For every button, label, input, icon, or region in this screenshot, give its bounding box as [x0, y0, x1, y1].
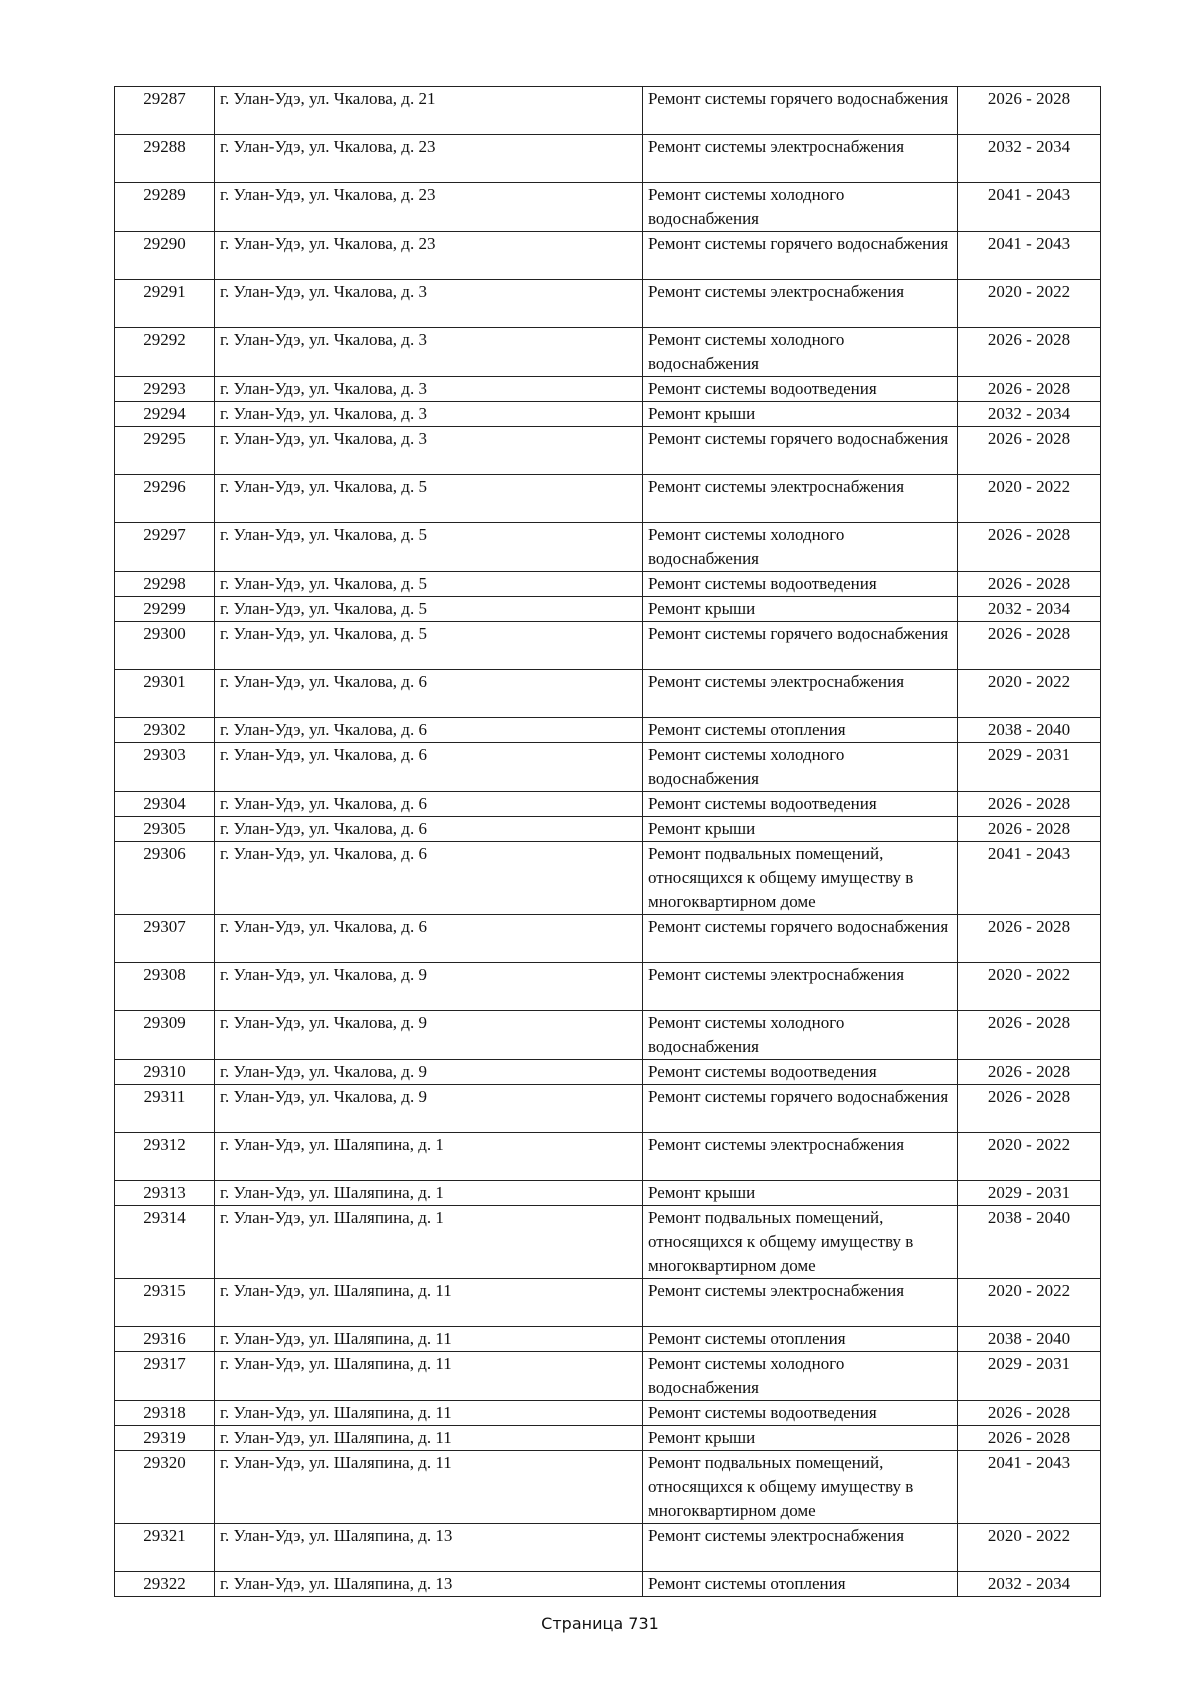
table-row [115, 183, 1101, 232]
work-type-cell: Ремонт системы отопления [643, 718, 958, 743]
period-cell: 2026 - 2028 [958, 1060, 1101, 1085]
work-type-cell: Ремонт крыши [643, 597, 958, 622]
work-type-cell: Ремонт системы электроснабжения [643, 1524, 958, 1572]
address-cell: г. Улан-Удэ, ул. Шаляпина, д. 11 [215, 1279, 643, 1327]
table-row [115, 915, 1101, 963]
table-row [115, 842, 1101, 915]
work-type-cell: Ремонт крыши [643, 1426, 958, 1451]
work-type-cell: Ремонт системы отопления [643, 1327, 958, 1352]
period-cell: 2026 - 2028 [958, 87, 1101, 135]
address-cell: г. Улан-Удэ, ул. Чкалова, д. 3 [215, 402, 643, 427]
row-number-cell: 29294 [115, 402, 215, 427]
period-cell: 2020 - 2022 [958, 963, 1101, 1011]
period-cell: 2026 - 2028 [958, 377, 1101, 402]
period-cell: 2020 - 2022 [958, 1524, 1101, 1572]
address-cell: г. Улан-Удэ, ул. Шаляпина, д. 13 [215, 1524, 643, 1572]
row-number-cell: 29301 [115, 670, 215, 718]
table-row [115, 597, 1101, 622]
table-row [115, 1279, 1101, 1327]
address-cell: г. Улан-Удэ, ул. Чкалова, д. 9 [215, 963, 643, 1011]
work-type-cell: Ремонт системы электроснабжения [643, 1133, 958, 1181]
period-cell: 2032 - 2034 [958, 1572, 1101, 1597]
period-cell: 2029 - 2031 [958, 1181, 1101, 1206]
table-row [115, 1451, 1101, 1524]
row-number-cell: 29313 [115, 1181, 215, 1206]
row-number-cell: 29287 [115, 87, 215, 135]
table-row [115, 402, 1101, 427]
table-row [115, 718, 1101, 743]
row-number-cell: 29315 [115, 1279, 215, 1327]
row-number-cell: 29309 [115, 1011, 215, 1060]
address-cell: г. Улан-Удэ, ул. Чкалова, д. 23 [215, 135, 643, 183]
row-number-cell: 29288 [115, 135, 215, 183]
address-cell: г. Улан-Удэ, ул. Чкалова, д. 3 [215, 427, 643, 475]
row-number-cell: 29296 [115, 475, 215, 523]
address-cell: г. Улан-Удэ, ул. Чкалова, д. 23 [215, 232, 643, 280]
table-row [115, 1085, 1101, 1133]
address-cell: г. Улан-Удэ, ул. Чкалова, д. 3 [215, 280, 643, 328]
address-cell: г. Улан-Удэ, ул. Шаляпина, д. 1 [215, 1133, 643, 1181]
address-cell: г. Улан-Удэ, ул. Шаляпина, д. 11 [215, 1401, 643, 1426]
row-number-cell: 29321 [115, 1524, 215, 1572]
table-row [115, 1206, 1101, 1279]
row-number-cell: 29307 [115, 915, 215, 963]
address-cell: г. Улан-Удэ, ул. Шаляпина, д. 1 [215, 1206, 643, 1279]
period-cell: 2041 - 2043 [958, 232, 1101, 280]
work-type-cell: Ремонт подвальных помещений, относящихся к общему имуществу в многоквартирном доме [643, 1206, 958, 1279]
work-type-cell: Ремонт системы водоотведения [643, 572, 958, 597]
row-number-cell: 29316 [115, 1327, 215, 1352]
work-type-cell: Ремонт системы водоотведения [643, 792, 958, 817]
row-number-cell: 29298 [115, 572, 215, 597]
period-cell: 2026 - 2028 [958, 1011, 1101, 1060]
work-type-cell: Ремонт системы водоотведения [643, 1401, 958, 1426]
table-row [115, 87, 1101, 135]
address-cell: г. Улан-Удэ, ул. Чкалова, д. 5 [215, 622, 643, 670]
work-type-cell: Ремонт подвальных помещений, относящихся к общему имуществу в многоквартирном доме [643, 842, 958, 915]
address-cell: г. Улан-Удэ, ул. Чкалова, д. 6 [215, 915, 643, 963]
period-cell: 2026 - 2028 [958, 1401, 1101, 1426]
work-type-cell: Ремонт системы водоотведения [643, 377, 958, 402]
period-cell: 2041 - 2043 [958, 842, 1101, 915]
period-cell: 2020 - 2022 [958, 1133, 1101, 1181]
table-row [115, 572, 1101, 597]
period-cell: 2026 - 2028 [958, 1085, 1101, 1133]
address-cell: г. Улан-Удэ, ул. Чкалова, д. 3 [215, 328, 643, 377]
table-row [115, 1327, 1101, 1352]
address-cell: г. Улан-Удэ, ул. Чкалова, д. 6 [215, 743, 643, 792]
address-cell: г. Улан-Удэ, ул. Чкалова, д. 3 [215, 377, 643, 402]
address-cell: г. Улан-Удэ, ул. Шаляпина, д. 11 [215, 1451, 643, 1524]
table-row [115, 670, 1101, 718]
row-number-cell: 29292 [115, 328, 215, 377]
address-cell: г. Улан-Удэ, ул. Чкалова, д. 9 [215, 1085, 643, 1133]
period-cell: 2020 - 2022 [958, 475, 1101, 523]
table-row [115, 792, 1101, 817]
work-type-cell: Ремонт системы электроснабжения [643, 670, 958, 718]
work-type-cell: Ремонт системы холодного водоснабжения [643, 523, 958, 572]
row-number-cell: 29300 [115, 622, 215, 670]
table-row [115, 1524, 1101, 1572]
address-cell: г. Улан-Удэ, ул. Чкалова, д. 6 [215, 792, 643, 817]
period-cell: 2041 - 2043 [958, 183, 1101, 232]
work-type-cell: Ремонт системы горячего водоснабжения [643, 915, 958, 963]
address-cell: г. Улан-Удэ, ул. Чкалова, д. 5 [215, 597, 643, 622]
work-type-cell: Ремонт системы электроснабжения [643, 280, 958, 328]
work-type-cell: Ремонт системы горячего водоснабжения [643, 1085, 958, 1133]
table-row [115, 622, 1101, 670]
address-cell: г. Улан-Удэ, ул. Чкалова, д. 9 [215, 1060, 643, 1085]
page-number: Страница 731 [541, 1614, 659, 1633]
address-cell: г. Улан-Удэ, ул. Чкалова, д. 6 [215, 718, 643, 743]
row-number-cell: 29291 [115, 280, 215, 328]
row-number-cell: 29305 [115, 817, 215, 842]
period-cell: 2026 - 2028 [958, 572, 1101, 597]
row-number-cell: 29297 [115, 523, 215, 572]
row-number-cell: 29302 [115, 718, 215, 743]
period-cell: 2020 - 2022 [958, 1279, 1101, 1327]
table-row [115, 1352, 1101, 1401]
period-cell: 2032 - 2034 [958, 402, 1101, 427]
table-row [115, 377, 1101, 402]
work-type-cell: Ремонт системы холодного водоснабжения [643, 183, 958, 232]
table-row [115, 1011, 1101, 1060]
period-cell: 2026 - 2028 [958, 622, 1101, 670]
work-type-cell: Ремонт системы холодного водоснабжения [643, 743, 958, 792]
work-type-cell: Ремонт системы горячего водоснабжения [643, 622, 958, 670]
period-cell: 2026 - 2028 [958, 1426, 1101, 1451]
row-number-cell: 29322 [115, 1572, 215, 1597]
row-number-cell: 29290 [115, 232, 215, 280]
row-number-cell: 29312 [115, 1133, 215, 1181]
address-cell: г. Улан-Удэ, ул. Шаляпина, д. 11 [215, 1426, 643, 1451]
period-cell: 2041 - 2043 [958, 1451, 1101, 1524]
address-cell: г. Улан-Удэ, ул. Шаляпина, д. 13 [215, 1572, 643, 1597]
period-cell: 2038 - 2040 [958, 1206, 1101, 1279]
period-cell: 2026 - 2028 [958, 523, 1101, 572]
row-number-cell: 29311 [115, 1085, 215, 1133]
table-row [115, 427, 1101, 475]
table-row [115, 1426, 1101, 1451]
period-cell: 2026 - 2028 [958, 328, 1101, 377]
row-number-cell: 29304 [115, 792, 215, 817]
work-type-cell: Ремонт системы холодного водоснабжения [643, 328, 958, 377]
period-cell: 2026 - 2028 [958, 427, 1101, 475]
repair-schedule-table [114, 86, 1101, 1597]
address-cell: г. Улан-Удэ, ул. Чкалова, д. 5 [215, 572, 643, 597]
table-row [115, 475, 1101, 523]
row-number-cell: 29295 [115, 427, 215, 475]
table-row [115, 1401, 1101, 1426]
row-number-cell: 29317 [115, 1352, 215, 1401]
row-number-cell: 29306 [115, 842, 215, 915]
table-row [115, 328, 1101, 377]
table-row [115, 523, 1101, 572]
table-row [115, 743, 1101, 792]
work-type-cell: Ремонт подвальных помещений, относящихся к общему имуществу в многоквартирном доме [643, 1451, 958, 1524]
period-cell: 2032 - 2034 [958, 597, 1101, 622]
row-number-cell: 29314 [115, 1206, 215, 1279]
work-type-cell: Ремонт системы водоотведения [643, 1060, 958, 1085]
table-row [115, 1133, 1101, 1181]
table-row [115, 1181, 1101, 1206]
period-cell: 2032 - 2034 [958, 135, 1101, 183]
row-number-cell: 29289 [115, 183, 215, 232]
table-row [115, 135, 1101, 183]
work-type-cell: Ремонт системы горячего водоснабжения [643, 427, 958, 475]
period-cell: 2029 - 2031 [958, 1352, 1101, 1401]
period-cell: 2026 - 2028 [958, 817, 1101, 842]
row-number-cell: 29293 [115, 377, 215, 402]
work-type-cell: Ремонт системы отопления [643, 1572, 958, 1597]
table-row [115, 1572, 1101, 1597]
table-row [115, 1060, 1101, 1085]
row-number-cell: 29308 [115, 963, 215, 1011]
address-cell: г. Улан-Удэ, ул. Шаляпина, д. 1 [215, 1181, 643, 1206]
table-row [115, 280, 1101, 328]
address-cell: г. Улан-Удэ, ул. Чкалова, д. 6 [215, 842, 643, 915]
work-type-cell: Ремонт системы горячего водоснабжения [643, 87, 958, 135]
work-type-cell: Ремонт крыши [643, 817, 958, 842]
period-cell: 2026 - 2028 [958, 915, 1101, 963]
address-cell: г. Улан-Удэ, ул. Шаляпина, д. 11 [215, 1352, 643, 1401]
address-cell: г. Улан-Удэ, ул. Чкалова, д. 6 [215, 670, 643, 718]
address-cell: г. Улан-Удэ, ул. Шаляпина, д. 11 [215, 1327, 643, 1352]
work-type-cell: Ремонт системы горячего водоснабжения [643, 232, 958, 280]
work-type-cell: Ремонт системы электроснабжения [643, 963, 958, 1011]
row-number-cell: 29299 [115, 597, 215, 622]
row-number-cell: 29303 [115, 743, 215, 792]
period-cell: 2020 - 2022 [958, 670, 1101, 718]
row-number-cell: 29318 [115, 1401, 215, 1426]
row-number-cell: 29320 [115, 1451, 215, 1524]
address-cell: г. Улан-Удэ, ул. Чкалова, д. 23 [215, 183, 643, 232]
table-row [115, 963, 1101, 1011]
work-type-cell: Ремонт крыши [643, 402, 958, 427]
table-row [115, 232, 1101, 280]
period-cell: 2026 - 2028 [958, 792, 1101, 817]
period-cell: 2038 - 2040 [958, 1327, 1101, 1352]
period-cell: 2038 - 2040 [958, 718, 1101, 743]
work-type-cell: Ремонт системы электроснабжения [643, 1279, 958, 1327]
address-cell: г. Улан-Удэ, ул. Чкалова, д. 5 [215, 475, 643, 523]
work-type-cell: Ремонт системы холодного водоснабжения [643, 1352, 958, 1401]
work-type-cell: Ремонт системы электроснабжения [643, 475, 958, 523]
address-cell: г. Улан-Удэ, ул. Чкалова, д. 6 [215, 817, 643, 842]
address-cell: г. Улан-Удэ, ул. Чкалова, д. 5 [215, 523, 643, 572]
row-number-cell: 29319 [115, 1426, 215, 1451]
work-type-cell: Ремонт крыши [643, 1181, 958, 1206]
period-cell: 2029 - 2031 [958, 743, 1101, 792]
table-body [115, 87, 1101, 1597]
work-type-cell: Ремонт системы электроснабжения [643, 135, 958, 183]
work-type-cell: Ремонт системы холодного водоснабжения [643, 1011, 958, 1060]
address-cell: г. Улан-Удэ, ул. Чкалова, д. 21 [215, 87, 643, 135]
address-cell: г. Улан-Удэ, ул. Чкалова, д. 9 [215, 1011, 643, 1060]
period-cell: 2020 - 2022 [958, 280, 1101, 328]
table-row [115, 817, 1101, 842]
row-number-cell: 29310 [115, 1060, 215, 1085]
